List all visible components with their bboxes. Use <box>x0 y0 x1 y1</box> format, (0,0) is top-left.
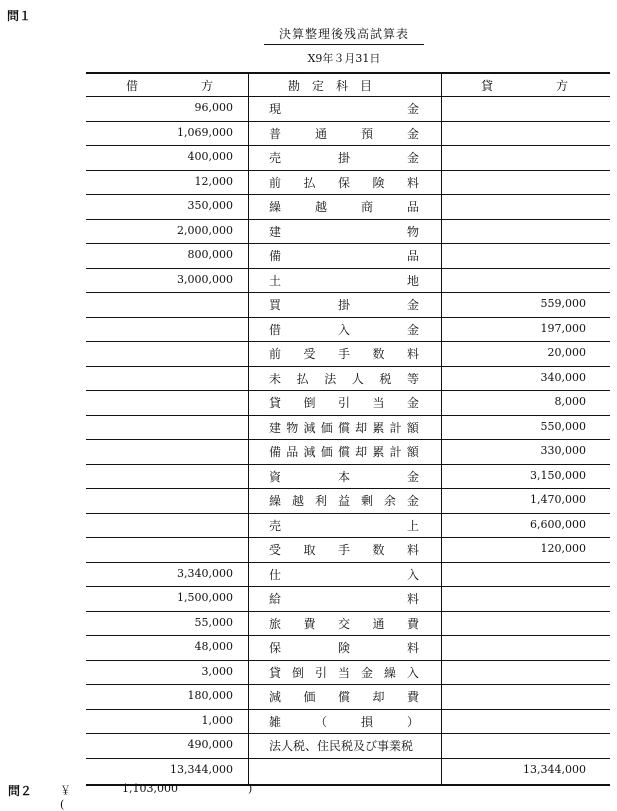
debit-amount: 1,069,000 <box>177 125 233 139</box>
debit-amount: 55,000 <box>194 615 233 629</box>
account-name: 前 払 保 険 料 <box>269 175 419 190</box>
debit-amount: 1,500,000 <box>177 591 233 604</box>
account-name: 仕 入 <box>269 567 419 582</box>
credit-amount: 340,000 <box>540 370 586 384</box>
account-name: 建 物 <box>269 224 419 239</box>
credit-amount: 550,000 <box>540 419 586 433</box>
table-row <box>86 171 610 196</box>
question-2-label: 問２ <box>8 784 33 798</box>
credit-amount: 120,000 <box>540 542 586 555</box>
credit-amount: 20,000 <box>547 346 586 359</box>
account-name: 給 料 <box>269 592 419 606</box>
account-name: 土 地 <box>269 273 419 288</box>
debit-header-char2: 方 <box>201 79 214 93</box>
question-1-label: 問１ <box>7 9 32 23</box>
account-name: 現 金 <box>269 102 419 116</box>
account-name: 法人税、住民税及び事業税 <box>269 739 414 753</box>
table-row <box>86 195 610 220</box>
debit-amount: 48,000 <box>194 640 233 653</box>
credit-header <box>441 74 610 96</box>
account-name: 保 険 料 <box>269 641 419 655</box>
table-row <box>86 269 610 294</box>
account-header-label: 勘 定 科 目 <box>288 79 373 93</box>
account-name: 受 取 手 数 料 <box>269 543 419 557</box>
credit-header-char1: 貸 <box>481 79 494 93</box>
column-divider-left <box>248 72 249 786</box>
debit-amount: 3,000 <box>201 664 233 678</box>
table-row <box>86 710 610 735</box>
credit-amount: 330,000 <box>540 444 586 457</box>
credit-amount: 6,600,000 <box>530 517 586 531</box>
account-name: 売 上 <box>269 518 419 533</box>
account-name: 建 物 減 価 償 却 累 計 額 <box>269 420 419 435</box>
account-name: 貸 倒 引 当 金 繰 入 <box>269 665 419 680</box>
table-row <box>86 416 610 441</box>
table-row <box>86 734 610 759</box>
credit-amount: 3,150,000 <box>530 468 586 482</box>
table-body <box>86 97 610 786</box>
debit-amount: 180,000 <box>187 689 233 702</box>
debit-amount: 13,344,000 <box>170 762 233 776</box>
account-name: 繰 越 利 益 剰 余 金 <box>269 494 419 508</box>
answer-amount: 1,103,000 <box>122 782 178 795</box>
debit-amount: 96,000 <box>194 101 233 114</box>
table-row <box>86 514 610 539</box>
debit-amount: 800,000 <box>187 248 233 261</box>
account-name: 前 受 手 数 料 <box>269 347 419 361</box>
debit-amount: 3,000,000 <box>177 272 233 286</box>
credit-amount: 13,344,000 <box>523 762 586 776</box>
account-name: 減 価 償 却 費 <box>269 690 419 704</box>
table-row <box>86 489 610 514</box>
table-row <box>86 391 610 416</box>
debit-amount: 12,000 <box>194 174 233 188</box>
account-name: 買 掛 金 <box>269 298 419 312</box>
table-row <box>86 636 610 661</box>
table-row <box>86 367 610 392</box>
paren-close: ) <box>248 782 253 795</box>
debit-amount: 1,000 <box>201 713 233 727</box>
account-name: 普 通 預 金 <box>269 126 419 141</box>
account-name: 繰 越 商 品 <box>269 200 419 214</box>
credit-header-char2: 方 <box>556 79 569 93</box>
credit-amount: 559,000 <box>540 297 586 310</box>
trial-balance-table <box>86 72 610 786</box>
table-row <box>86 563 610 588</box>
statement-title: 決算整理後残高試算表 <box>264 25 424 45</box>
credit-amount: 8,000 <box>554 395 586 408</box>
credit-amount: 197,000 <box>540 321 586 335</box>
column-divider-right <box>441 72 442 786</box>
table-row <box>86 146 610 171</box>
account-name: 売 掛 金 <box>269 151 419 165</box>
account-header <box>248 74 441 96</box>
table-row <box>86 661 610 686</box>
account-name: 資 本 金 <box>269 469 419 484</box>
debit-amount: 350,000 <box>187 199 233 212</box>
table-row <box>86 612 610 637</box>
credit-amount: 1,470,000 <box>530 493 586 506</box>
account-name: 貸 倒 引 当 金 <box>269 396 419 410</box>
yen-open: ￥( <box>60 784 71 811</box>
account-name: 雑 （ 損 ） <box>269 714 419 729</box>
debit-amount: 400,000 <box>187 150 233 163</box>
table-row <box>86 318 610 343</box>
debit-amount: 2,000,000 <box>177 223 233 237</box>
statement-date: X9年３月31日 <box>307 52 381 65</box>
table-row <box>86 538 610 563</box>
table-row <box>86 440 610 465</box>
table-row <box>86 685 610 710</box>
table-row <box>86 122 610 147</box>
debit-header-char1: 借 <box>126 79 139 93</box>
table-header <box>86 72 610 97</box>
table-row <box>86 220 610 245</box>
account-name: 備 品 減 価 償 却 累 計 額 <box>269 445 419 459</box>
account-name: 備 品 <box>269 249 419 263</box>
debit-amount: 3,340,000 <box>177 566 233 580</box>
table-row <box>86 244 610 269</box>
debit-amount: 490,000 <box>187 738 233 751</box>
account-name: 旅 費 交 通 費 <box>269 616 419 631</box>
table-row <box>86 293 610 318</box>
table-row <box>86 465 610 490</box>
account-name: 未 払 法 人 税 等 <box>269 371 419 386</box>
table-row <box>86 97 610 122</box>
debit-header <box>86 74 248 96</box>
table-row <box>86 342 610 367</box>
table-row <box>86 587 610 612</box>
account-name: 借 入 金 <box>269 322 419 337</box>
